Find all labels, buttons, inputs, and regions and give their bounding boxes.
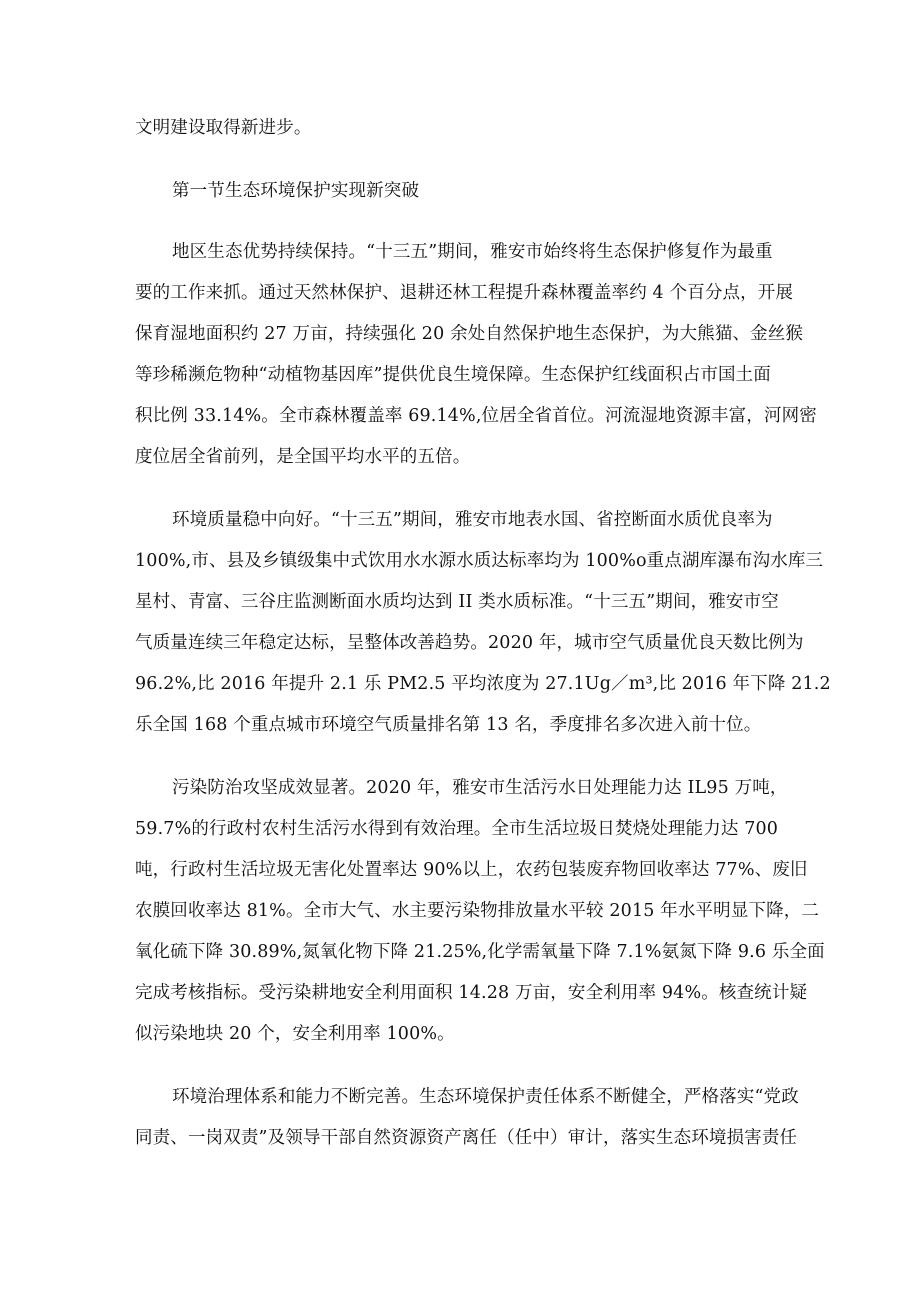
text-line: 氧化硫下降 30.89%,氮氧化物下降 21.25%,化学需氧量下降 7.1%氨氮下降 9.6 乐全面 — [135, 942, 825, 962]
text-line: 完成考核指标。受污染耕地安全利用面积 14.28 万亩，安全利用率 94%。核查统计疑 — [135, 983, 808, 1003]
section-heading: 第一节生态环境保护实现新突破 — [172, 181, 420, 201]
text-line: 吨，行政村生活垃圾无害化处置率达 90%以上，农药包装废弃物回收率达 77%、废旧 — [135, 860, 808, 880]
text-line: 地区生态优势持续保持。“十三五”期间，雅安市始终将生态保护修复作为最重 — [172, 242, 773, 262]
text-line: 农膜回收率达 81%。全市大气、水主要污染物排放量水平较 2015 年水平明显下降，二 — [135, 901, 820, 921]
text-line: 污染防治攻坚成效显著。2020 年，雅安市生活污水日处理能力达 IL95 万吨， — [172, 778, 788, 798]
text-line: 积比例 33.14%。全市森林覆盖率 69.14%,位居全省首位。河流湿地资源丰富，河网密 — [135, 406, 817, 426]
text-line: 96.2%,比 2016 年提升 2.1 乐 PM2.5 平均浓度为 27.1Ug／m³,比 2016 年下降 21.2 — [135, 674, 831, 694]
text-line: 乐全国 168 个重点城市环境空气质量排名第 13 名，季度排名多次进入前十位。 — [135, 715, 762, 735]
text-line: 环境治理体系和能力不断完善。生态环境保护责任体系不断健全，严格落实“党政 — [172, 1087, 799, 1107]
text-line: 保育湿地面积约 27 万亩，持续强化 20 余处自然保护地生态保护，为大熊猫、金丝猴 — [135, 324, 804, 344]
text-line: 同责、一岗双责”及领导干部自然资源资产离任（任中）审计，落实生态环境损害责任 — [135, 1128, 798, 1148]
text-line: 59.7%的行政村农村生活污水得到有效治理。全市生活垃圾日焚烧处理能力达 700 — [135, 819, 779, 839]
text-line: 等珍稀濒危物种“动植物基因库”提供优良生境保障。生态保护红线面积占市国土面 — [135, 365, 771, 385]
text-line: 星村、青富、三谷庄监测断面水质均达到 II 类水质标准。“十三五”期间，雅安市空 — [135, 592, 779, 612]
text-line: 气质量连续三年稳定达标，呈整体改善趋势。2020 年，城市空气质量优良天数比例为 — [135, 633, 804, 653]
text-line: 要的工作来抓。通过天然林保护、退耕还林工程提升森林覆盖率约 4 个百分点，开展 — [135, 283, 794, 303]
text-line: 环境质量稳中向好。“十三五”期间，雅安市地表水国、省控断面水质优良率为 — [172, 510, 773, 530]
text-line: 100%,市、县及乡镇级集中式饮用水水源水质达标率均为 100%o重点湖库瀑布沟水库三 — [135, 551, 824, 571]
text-line: 文明建设取得新进步。 — [135, 118, 312, 138]
text-line: 似污染地块 20 个，安全利用率 100%。 — [135, 1024, 455, 1044]
text-line: 度位居全省前列，是全国平均水平的五倍。 — [135, 447, 471, 467]
